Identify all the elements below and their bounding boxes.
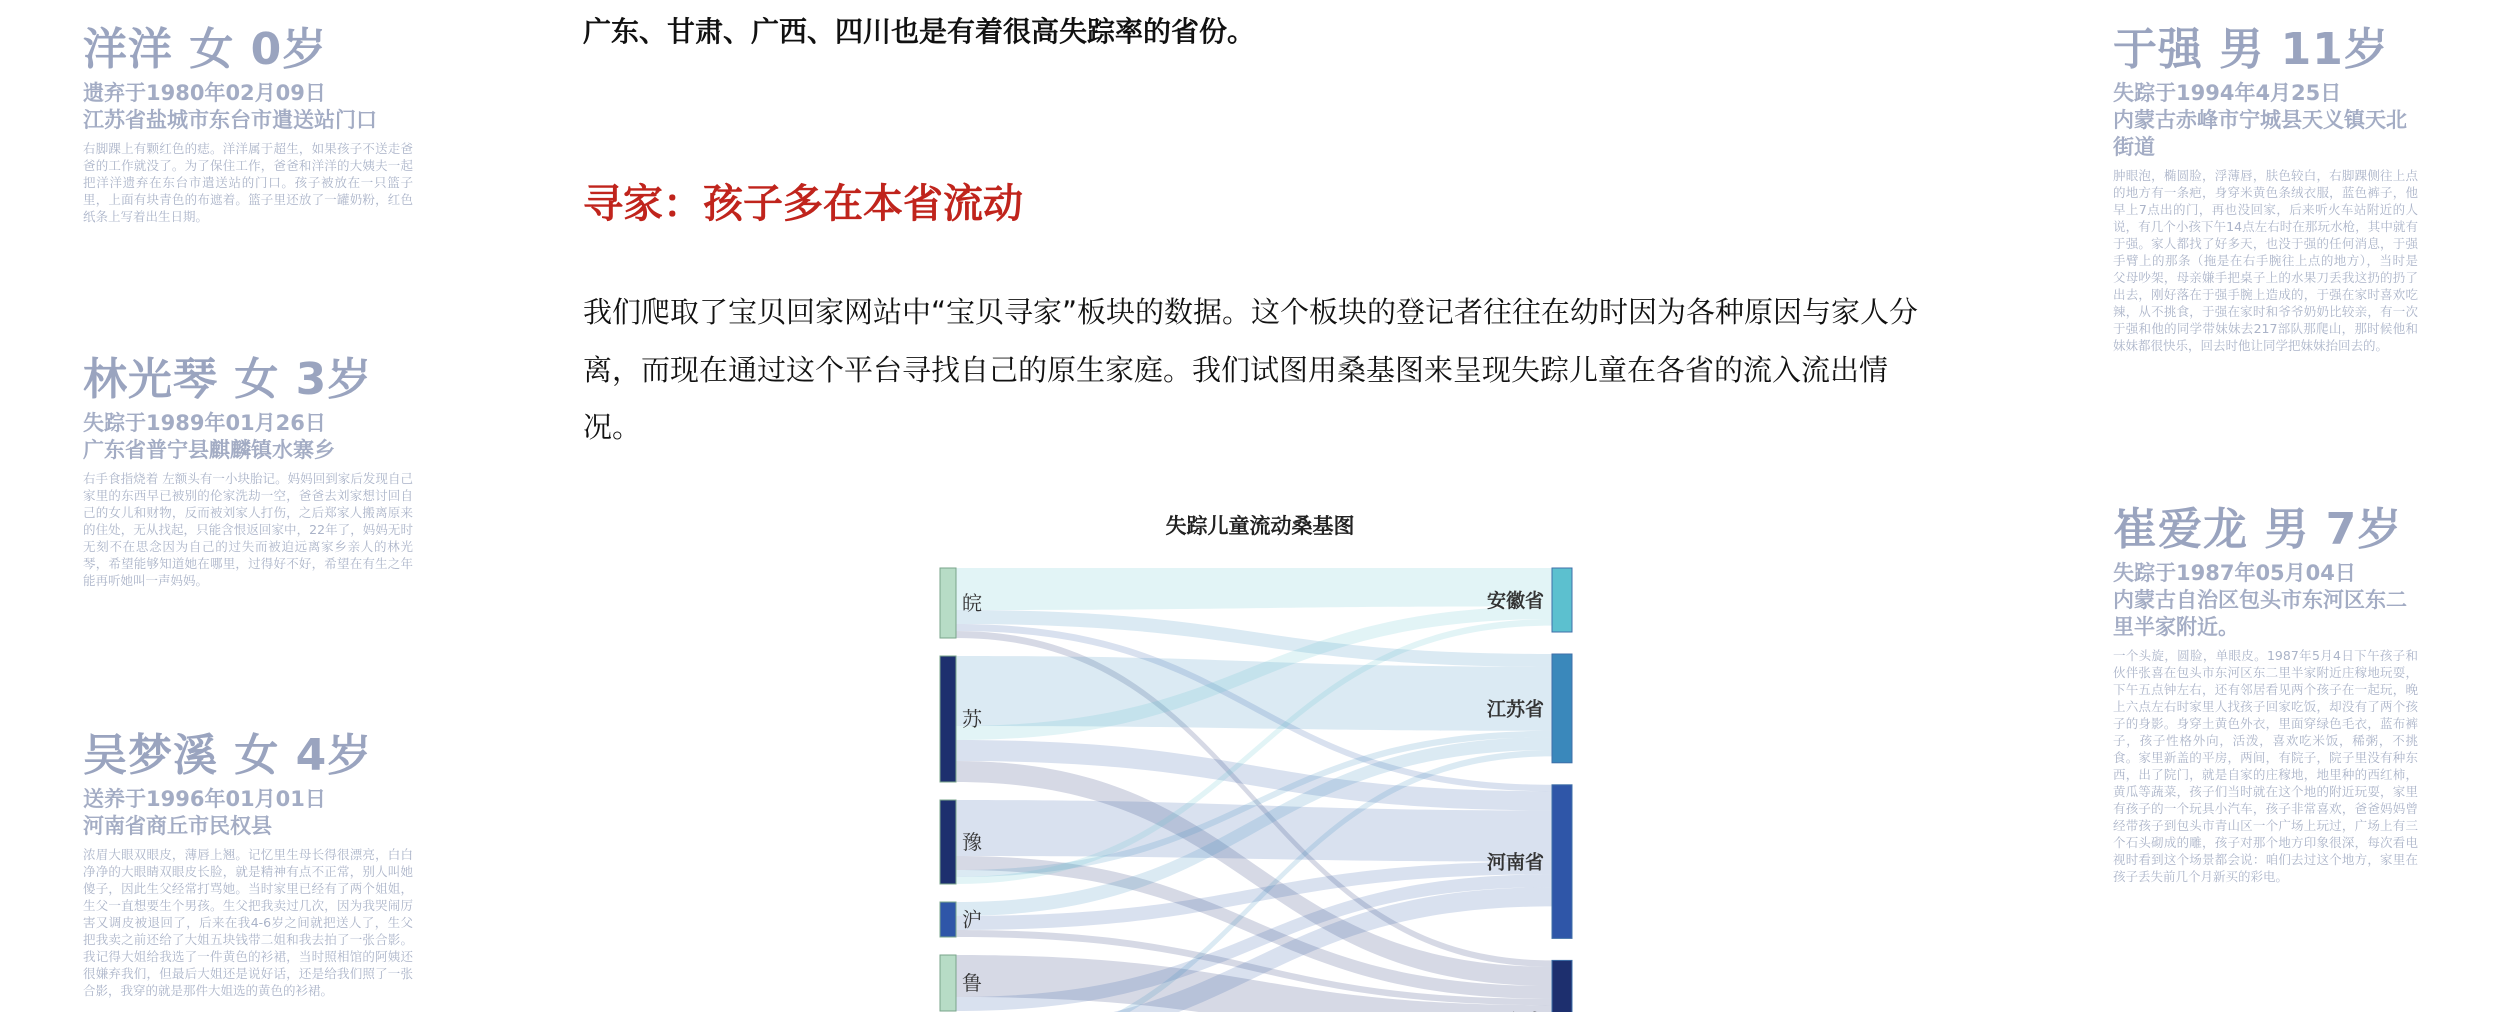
profile-card (2113, 502, 2418, 897)
profile-card (83, 22, 413, 226)
chart-title: 失踪儿童流动桑基图 (1165, 514, 1355, 538)
section-heading: 寻家：孩子多在本省流动 (583, 180, 1023, 227)
profile-card (83, 728, 413, 1001)
profile-description: 一个头旋，圆脸，单眼皮。1987年5月4日下午孩子和伙伴张喜在包头市东河区东二里半家附近庄稼地玩耍，下午五点钟左右，还有邻居看见两个孩子在一起玩，晚上六点左右时家里人找孩子回家吃饭，却没有了两个孩子的身影。身穿土黄色外衣，里面穿绿色毛衣，蓝布裤子，孩子性格外向，活泼，喜欢吃米饭，稀粥，不挑食。家里新盖的平房，两间，有院子，院子里没有种东西，出了院门，就是自家的庄稼地，地里种的西红柿，黄瓜等蔬菜，孩子们当时就在这个地的附近玩耍，家里有孩子的一个玩具小汽车，孩子非常喜欢，爸爸妈妈曾经带孩子到包头市青山区一个广场上玩过，广场上有三个石头砌成的雕，孩子对那个地方印象很深，每次看电视时看到这个场景都会说：咱们去过这个地方，家里在孩子丢失前几个月新买的彩电。 (2113, 648, 2418, 884)
sankey-target-label: 江苏省 (1486, 698, 1544, 721)
profile-date: 失踪于1987年05月04日 (2113, 561, 2356, 585)
profile-date: 送养于1996年01月01日 (83, 787, 326, 811)
profile-card (2113, 22, 2418, 372)
profile-date: 遗弃于1980年02月09日 (83, 81, 326, 105)
profile-description: 浓眉大眼双眼皮，薄唇上翘。记忆里生母长得很漂亮，白白净净的大眼睛双眼皮长脸，就是精神有点不正常，别人叫她傻子，因此生父经常打骂她。当时家里已经有了两个姐姐，生父一直想要生个男孩。生父把我卖过几次，因为我哭闹厉害又调皮被退回了，后来在我4-6岁之间就把送人了，生父把我卖之前还给了大姐五块钱带二姐和我去拍了一张合影。我记得大姐给我选了一件黄色的衫裙，当时照相馆的阿姨还很嫌弃我们，但最后大姐还是说好话，还是给我们照了一张合影，我穿的就是那件大姐选的黄色的衫裙。 (83, 847, 413, 998)
profile-name: 林光琴 女 3岁 (83, 354, 373, 405)
article-paragraph: 我们爬取了宝贝回家网站中“宝贝寻家”板块的数据。这个板块的登记者往往在幼时因为各种原因与家人分离，而现在通过这个平台寻找自己的原生家庭。我们试图用桑基图来呈现失踪儿童在各省的流入流出情况。 (583, 295, 1919, 444)
profile-description: 右手食指烧着 左额头有一小块胎记。妈妈回到家后发现自己家里的东西早已被别的伦家洗劫一空，爸爸去刘家想讨回自己的女儿和财物，反而被刘家人打伤，之后郑家人搬离原来的住处，无从找起，只能含恨返回家中，22年了，妈妈无时无刻不在思念因为自己的过失而被迫远离家乡亲人的林光琴，希望能够知道她在哪里，过得好不好，希望在有生之年能再听她叫一声妈妈。 (83, 471, 413, 588)
profile-place: 河南省商丘市民权县 (83, 814, 272, 838)
profile-place: 内蒙古自治区包头市东河区东二里半家附近。 (2113, 588, 2407, 639)
profile-description: 肿眼泡，椭圆脸，浮薄唇，肤色较白，右脚踝侧往上点的地方有一条疤，身穿米黄色条绒衣服，蓝色裤子，他早上7点出的门，再也没回家，后来听火车站附近的人说，有几个小孩下午14点左右时在那玩水枪，其中就有于强。家人都找了好多天，也没于强的任何消息，于强手臂上的那条（拖是在右手腕往上点的地方），当时是父母吵架，母亲嫌手把桌子上的水果刀丢我这扔的扔了出去，刚好落在于强手腕上造成的，于强在家时喜欢吃辣，从不挑食，于强在家时和爷爷奶奶比较亲，有一次于强和他的同学带妹妹去217部队那爬山，那时候他和妹妹都很快乐，回去时他让同学把妹妹抬回去的。 (2113, 168, 2418, 353)
profile-place: 内蒙古赤峰市宁城县天义镇天北街道 (2113, 108, 2407, 159)
profile-name: 洋洋 女 0岁 (83, 24, 328, 75)
sankey-links (956, 568, 1552, 1012)
profile-place: 广东省普宁县麒麟镇水寨乡 (83, 438, 335, 462)
sankey-chart (900, 540, 1620, 1012)
profile-place: 江苏省盐城市东台市遣送站门口 (83, 108, 377, 132)
profile-card (83, 352, 413, 625)
sankey-target-label: 河南省 (1486, 851, 1544, 874)
sankey-link (956, 568, 1552, 610)
sankey-source-label: 沪 (962, 907, 982, 932)
sankey-source-label: 皖 (962, 591, 982, 615)
sankey-source-label: 苏 (962, 707, 982, 731)
article-paragraph-top: 广东、甘肃、广西、四川也是有着很高失踪率的省份。 (583, 15, 1256, 48)
profile-date: 失踪于1989年01月26日 (83, 411, 326, 435)
profile-date: 失踪于1994年4月25日 (2113, 81, 2342, 105)
sankey-source-label: 鲁 (962, 971, 982, 995)
profile-description: 右脚踝上有颗红色的痣。洋洋属于超生，如果孩子不送走爸爸的工作就没了。为了保住工作，爸爸和洋洋的大姨夫一起把洋洋遗弃在东台市遣送站的门口。孩子被放在一只篮子里，上面有块青色的布遮着。篮子里还放了一罐奶粉，红色纸条上写着出生日期。 (83, 141, 413, 224)
profile-name: 吴梦溪 女 4岁 (83, 730, 373, 781)
sankey-source-label: 豫 (962, 830, 982, 854)
sankey-target-label: 安徽省 (1486, 590, 1544, 612)
profile-name: 于强 男 11岁 (2113, 24, 2389, 75)
profile-name: 崔爱龙 男 7岁 (2113, 504, 2403, 555)
